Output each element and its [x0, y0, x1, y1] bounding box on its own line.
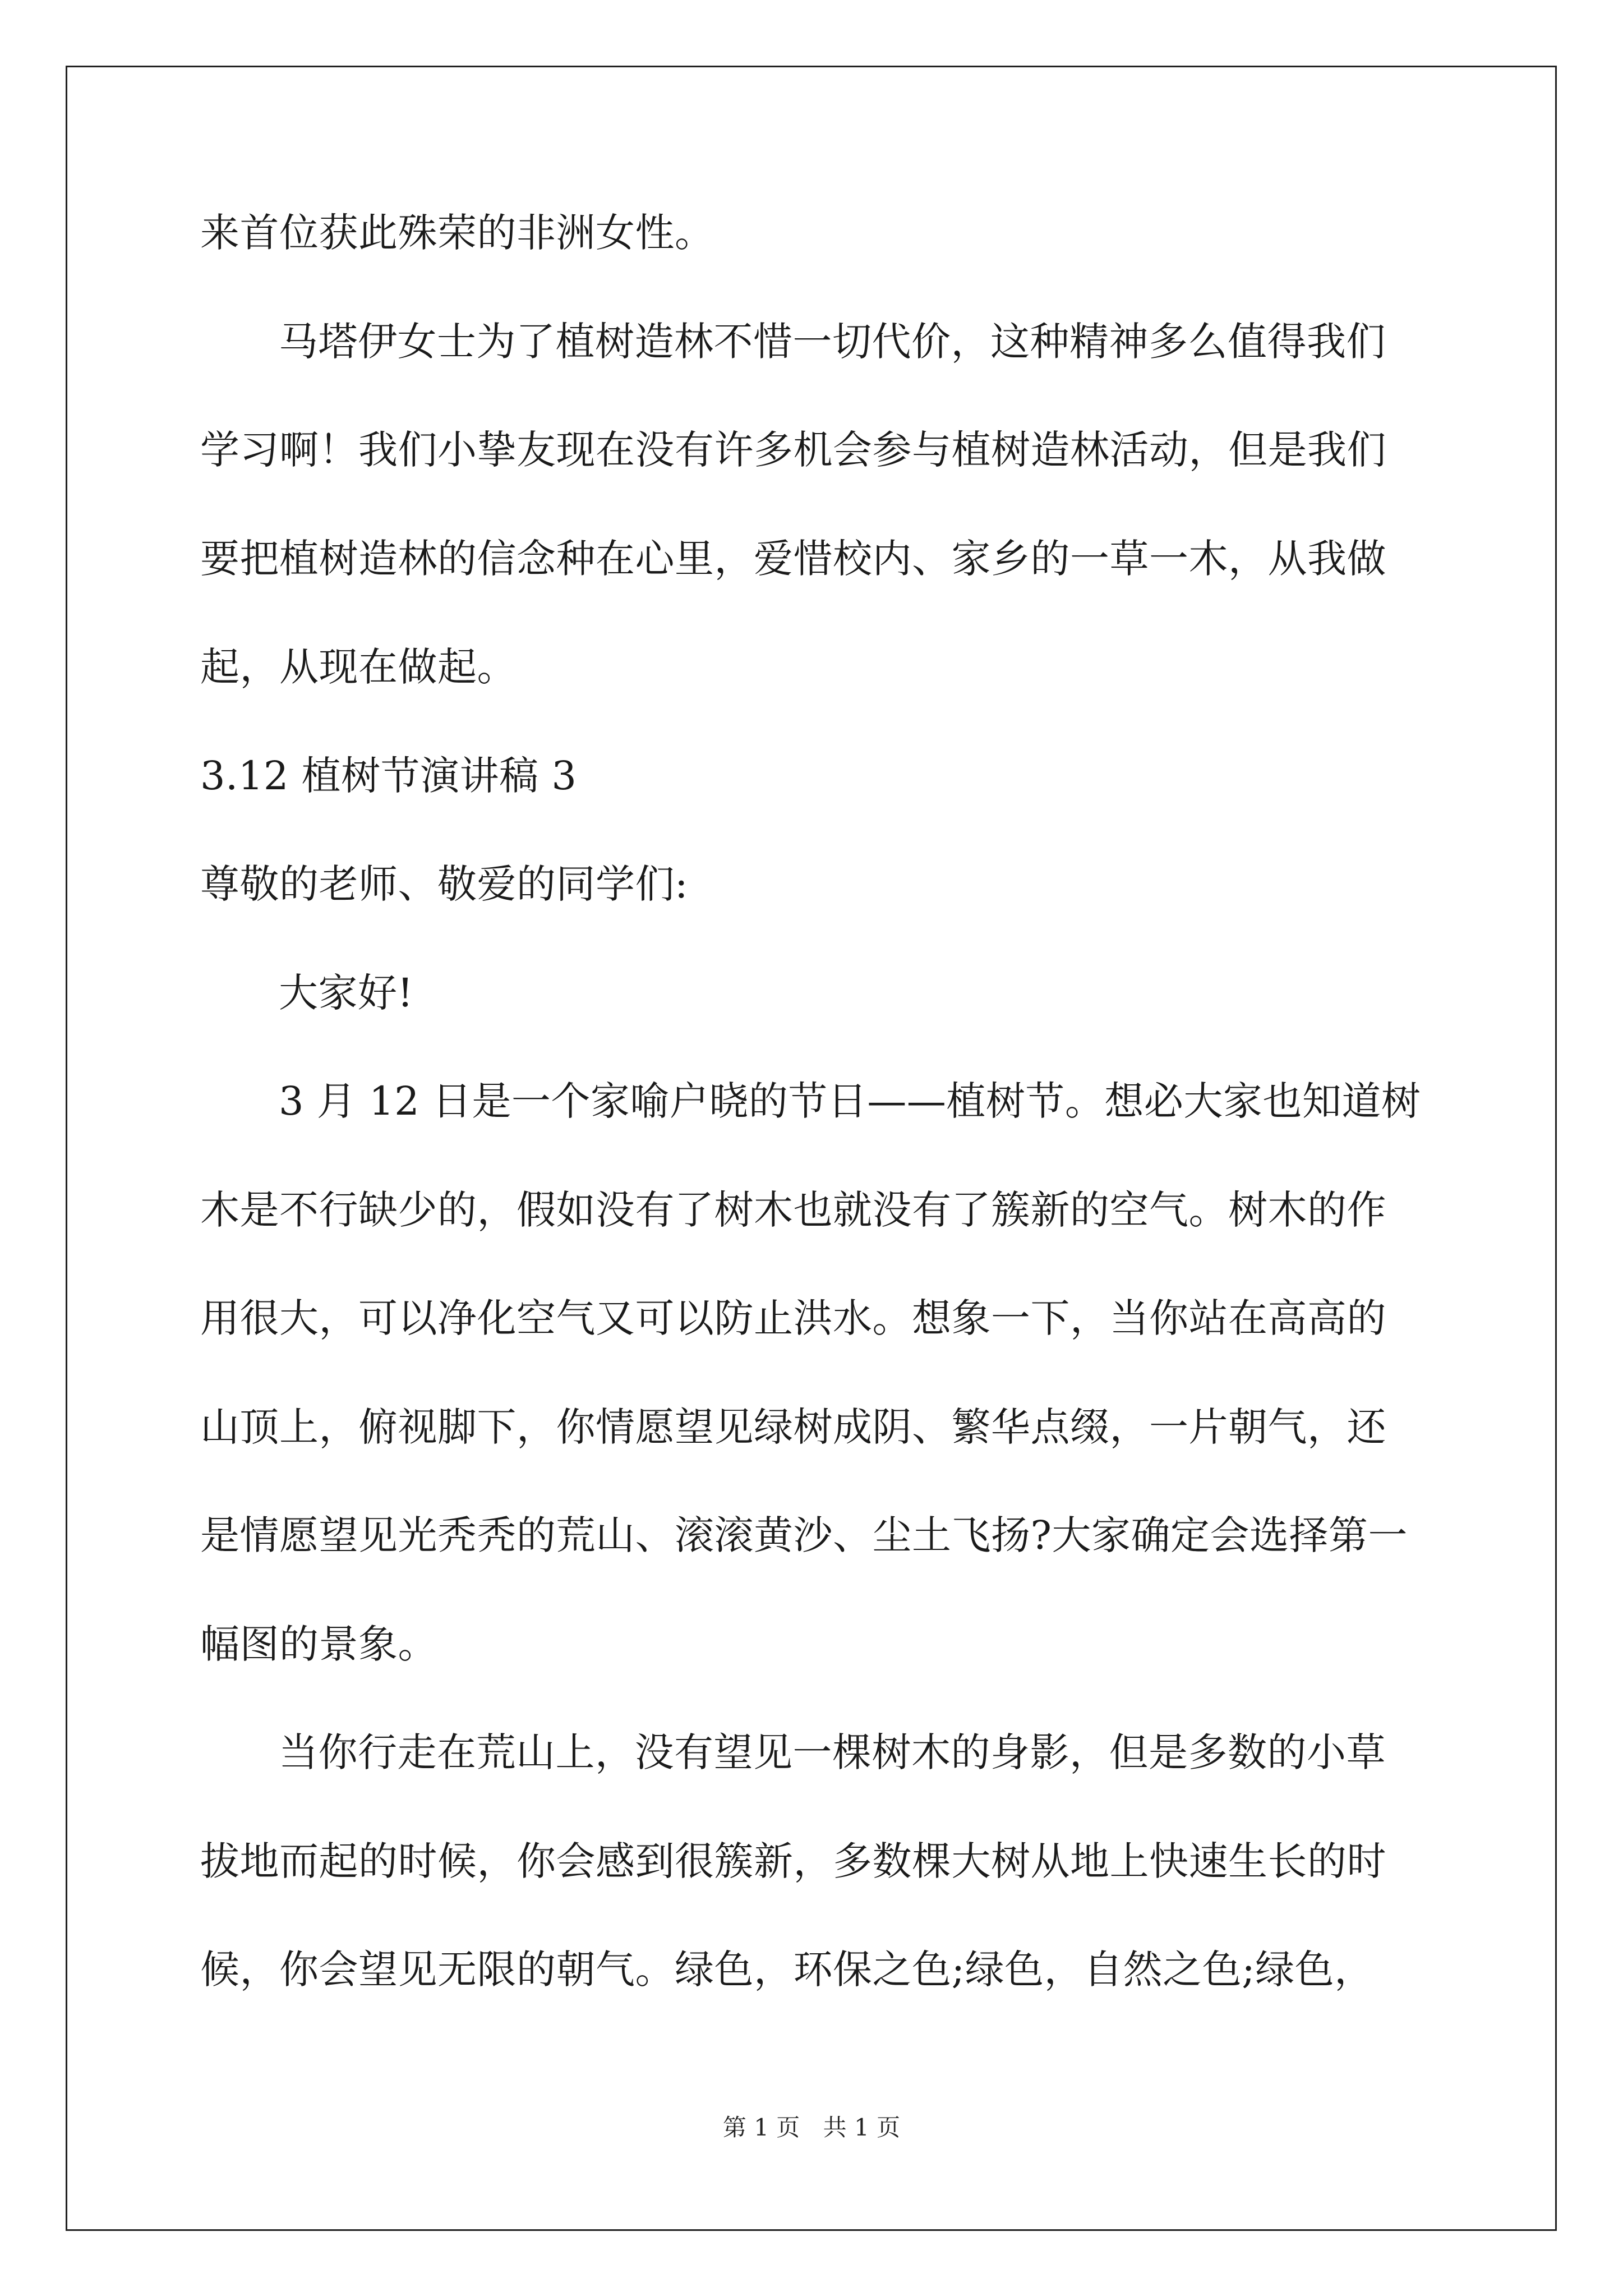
- greeting: 大家好!: [279, 969, 414, 1016]
- salutation: 尊敬的老师、敬爱的同学们:: [200, 861, 689, 907]
- page-total: 共 1 页: [823, 2114, 901, 2141]
- section-heading: 3.12 植树节演讲稿 3: [200, 752, 577, 799]
- page-footer: [0, 2109, 1623, 2143]
- paragraph-line: 来首位获此殊荣的非洲女性。: [200, 210, 714, 256]
- paragraph-line: 候，你会望见无限的朝气。绿色，环保之色;绿色，自然之色;绿色，: [200, 1947, 1374, 1993]
- paragraph-line: 马塔伊女士为了植树造林不惜一切代价，这种精神多么值得我们: [279, 318, 1386, 365]
- page-number: 第 1 页: [722, 2114, 800, 2141]
- paragraph-line: 是情愿望见光秃秃的荒山、滚滚黄沙、尘土飞扬?大家确定会选择第一: [200, 1512, 1408, 1558]
- paragraph-line: 当你行走在荒山上，没有望见一棵树木的身影，但是多数的小草: [279, 1729, 1386, 1775]
- paragraph-line: 起，从现在做起。: [200, 644, 517, 690]
- paragraph-line: 拔地而起的时候，你会感到很簇新，多数棵大树从地上快速生长的时: [200, 1838, 1386, 1884]
- document-body: [200, 205, 1434, 2050]
- paragraph-line: 3 月 12 日是一个家喻户晓的节日——植树节。想必大家也知道树: [279, 1078, 1421, 1124]
- paragraph-line: 木是不行缺少的，假如没有了树木也就没有了簇新的空气。树木的作: [200, 1186, 1386, 1233]
- paragraph-line: 用很大，可以净化空气又可以防止洪水。想象一下，当你站在高高的: [200, 1295, 1386, 1341]
- paragraph-line: 要把植树造林的信念种在心里，爱惜校内、家乡的一草一木，从我做: [200, 535, 1386, 582]
- paragraph-line: 学习啊！我们小挚友现在没有许多机会参与植树造林活动，但是我们: [200, 427, 1386, 473]
- paragraph-line: 幅图的景象。: [200, 1621, 437, 1667]
- paragraph-line: 山顶上，俯视脚下，你情愿望见绿树成阴、繁华点缀，一片朝气，还: [200, 1404, 1386, 1450]
